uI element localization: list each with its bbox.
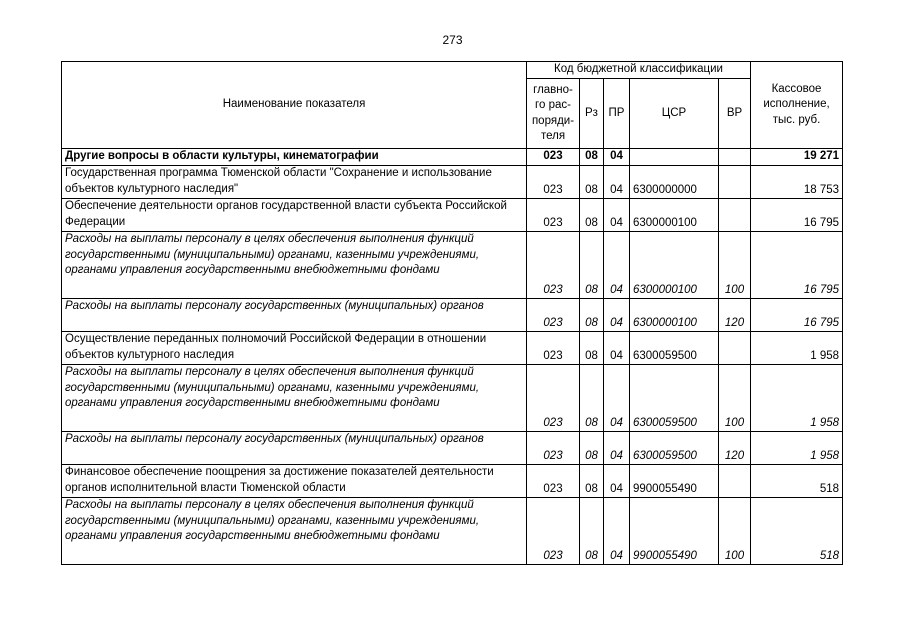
- expense-type-code-cell: 100: [719, 365, 751, 432]
- target-article-code-cell: 6300059500: [630, 365, 719, 432]
- main-manager-code-cell: 023: [527, 465, 580, 498]
- target-article-code-cell: 9900055490: [630, 498, 719, 565]
- header-cash-execution: Кассовое исполнение, тыс. руб.: [751, 62, 843, 149]
- main-manager-code-cell: 023: [527, 498, 580, 565]
- indicator-name-cell: Другие вопросы в области культуры, кинематографии: [62, 149, 527, 166]
- subsection-code-cell: 04: [604, 365, 630, 432]
- header-target-article: ЦСР: [630, 79, 719, 149]
- cash-execution-amount-cell: 16 795: [751, 299, 843, 332]
- table-row: [62, 149, 843, 166]
- main-manager-code-cell: 023: [527, 232, 580, 299]
- page-number: 273: [442, 33, 463, 47]
- cash-execution-amount-cell: 518: [751, 465, 843, 498]
- subsection-code-cell: 04: [604, 299, 630, 332]
- section-code-cell: 08: [580, 232, 604, 299]
- target-article-code-cell: 6300000100: [630, 299, 719, 332]
- header-main-manager: главно-го рас-поряди-теля: [527, 79, 580, 149]
- expense-type-code-cell: [719, 332, 751, 365]
- target-article-code-cell: 6300000100: [630, 199, 719, 232]
- table-row: [62, 498, 843, 565]
- expense-type-code-cell: [719, 465, 751, 498]
- table-row: [62, 166, 843, 199]
- subsection-code-cell: 04: [604, 232, 630, 299]
- expense-type-code-cell: [719, 166, 751, 199]
- indicator-name-cell: Расходы на выплаты персоналу в целях обеспечения выполнения функций государственными (муниципальными) органами, казенными учреждениями, органами управления государственными внебюджетными фондами: [62, 498, 527, 565]
- header-indicator-name: Наименование показателя: [62, 62, 527, 149]
- table-row: [62, 299, 843, 332]
- main-manager-code-cell: 023: [527, 199, 580, 232]
- table-row: [62, 232, 843, 299]
- table-row: [62, 199, 843, 232]
- table-row: [62, 332, 843, 365]
- section-code-cell: 08: [580, 166, 604, 199]
- target-article-code-cell: 6300059500: [630, 432, 719, 465]
- subsection-code-cell: 04: [604, 498, 630, 565]
- cash-execution-amount-cell: 1 958: [751, 365, 843, 432]
- section-code-cell: 08: [580, 199, 604, 232]
- section-code-cell: 08: [580, 149, 604, 166]
- main-manager-code-cell: 023: [527, 166, 580, 199]
- expense-type-code-cell: 120: [719, 299, 751, 332]
- section-code-cell: 08: [580, 465, 604, 498]
- table-row: [62, 432, 843, 465]
- indicator-name-cell: Обеспечение деятельности органов государственной власти субъекта Российской Федерации: [62, 199, 527, 232]
- expense-type-code-cell: 100: [719, 498, 751, 565]
- budget-execution-table: [61, 61, 843, 565]
- section-code-cell: 08: [580, 432, 604, 465]
- subsection-code-cell: 04: [604, 465, 630, 498]
- subsection-code-cell: 04: [604, 166, 630, 199]
- target-article-code-cell: 6300000000: [630, 166, 719, 199]
- indicator-name-cell: Финансовое обеспечение поощрения за достижение показателей деятельности органов исполнительной власти Тюменской области: [62, 465, 527, 498]
- target-article-code-cell: 6300000100: [630, 232, 719, 299]
- expense-type-code-cell: 120: [719, 432, 751, 465]
- section-code-cell: 08: [580, 498, 604, 565]
- main-manager-code-cell: 023: [527, 365, 580, 432]
- cash-execution-amount-cell: 1 958: [751, 432, 843, 465]
- header-section: Рз: [580, 79, 604, 149]
- expense-type-code-cell: [719, 199, 751, 232]
- main-manager-code-cell: 023: [527, 299, 580, 332]
- target-article-code-cell: [630, 149, 719, 166]
- cash-execution-amount-cell: 1 958: [751, 332, 843, 365]
- header-expense-type: ВР: [719, 79, 751, 149]
- subsection-code-cell: 04: [604, 149, 630, 166]
- indicator-name-cell: Расходы на выплаты персоналу государственных (муниципальных) органов: [62, 299, 527, 332]
- subsection-code-cell: 04: [604, 199, 630, 232]
- section-code-cell: 08: [580, 299, 604, 332]
- header-subsection: ПР: [604, 79, 630, 149]
- main-manager-code-cell: 023: [527, 432, 580, 465]
- expense-type-code-cell: [719, 149, 751, 166]
- cash-execution-amount-cell: 16 795: [751, 199, 843, 232]
- main-manager-code-cell: 023: [527, 332, 580, 365]
- cash-execution-amount-cell: 16 795: [751, 232, 843, 299]
- header-budget-classification: Код бюджетной классификации: [527, 62, 751, 79]
- indicator-name-cell: Расходы на выплаты персоналу в целях обеспечения выполнения функций государственными (муниципальными) органами, казенными учреждениями, органами управления государственными внебюджетными фондами: [62, 232, 527, 299]
- target-article-code-cell: 6300059500: [630, 332, 719, 365]
- section-code-cell: 08: [580, 332, 604, 365]
- cash-execution-amount-cell: 18 753: [751, 166, 843, 199]
- indicator-name-cell: Расходы на выплаты персоналу в целях обеспечения выполнения функций государственными (муниципальными) органами, казенными учреждениями, органами управления государственными внебюджетными фондами: [62, 365, 527, 432]
- cash-execution-amount-cell: 518: [751, 498, 843, 565]
- cash-execution-amount-cell: 19 271: [751, 149, 843, 166]
- subsection-code-cell: 04: [604, 332, 630, 365]
- table-row: [62, 365, 843, 432]
- indicator-name-cell: Расходы на выплаты персоналу государственных (муниципальных) органов: [62, 432, 527, 465]
- expense-type-code-cell: 100: [719, 232, 751, 299]
- table-row: [62, 465, 843, 498]
- main-manager-code-cell: 023: [527, 149, 580, 166]
- target-article-code-cell: 9900055490: [630, 465, 719, 498]
- subsection-code-cell: 04: [604, 432, 630, 465]
- section-code-cell: 08: [580, 365, 604, 432]
- indicator-name-cell: Государственная программа Тюменской области "Сохранение и использование объектов культурного наследия": [62, 166, 527, 199]
- indicator-name-cell: Осуществление переданных полномочий Российской Федерации в отношении объектов культурного наследия: [62, 332, 527, 365]
